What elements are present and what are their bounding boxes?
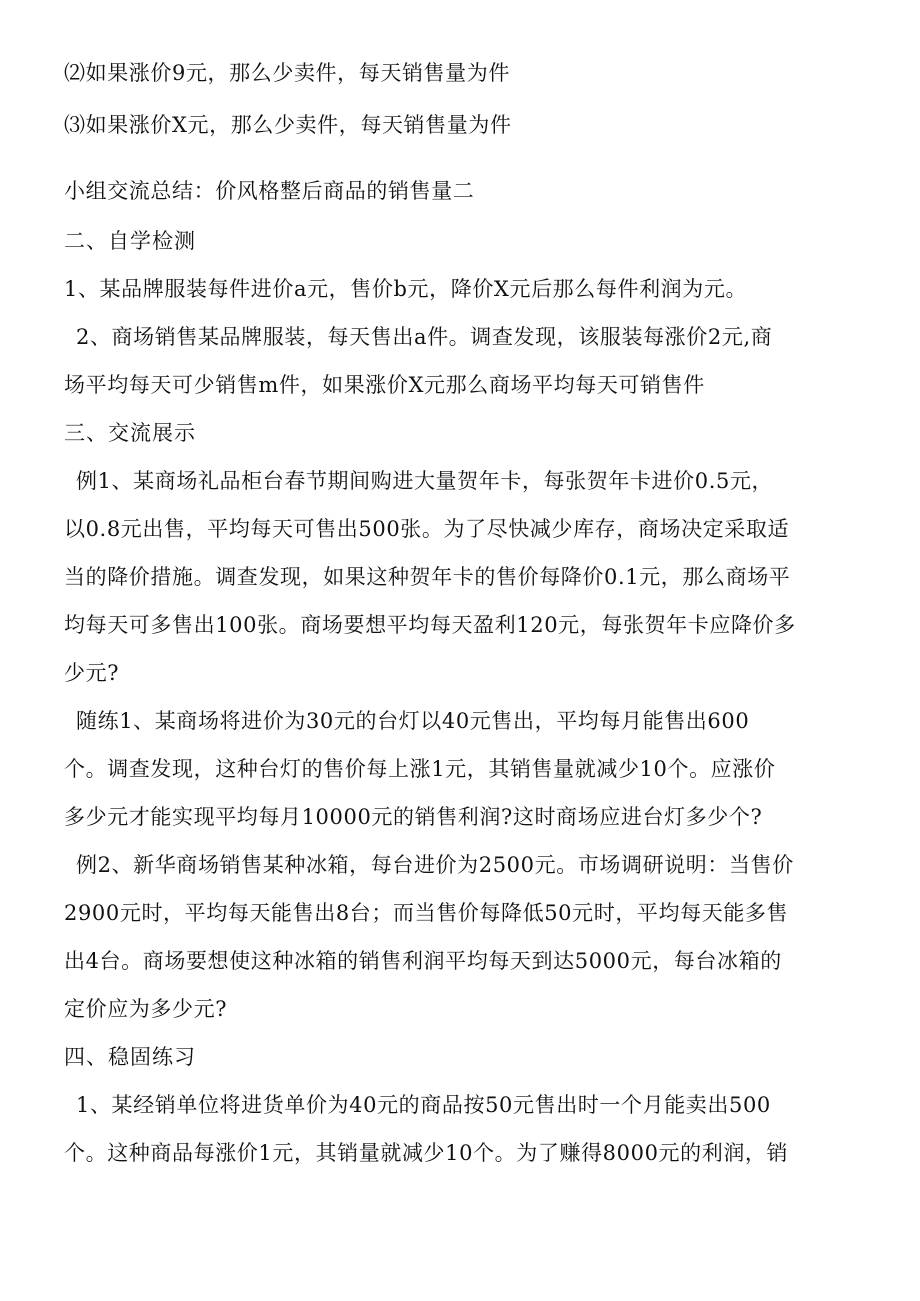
example-2-line-4: 定价应为多少元? [64,997,228,1021]
group-summary-line: 小组交流总结：价风格整后商品的销售量二 [64,179,475,203]
example-2-line-1: 例2、新华商场销售某种冰箱，每台进价为2500元。市场调研说明：当售价 [76,853,794,877]
exercise-1-line-2: 个。这种商品每涨价1元，其销量就减少10个。为了赚得8000元的利润，销 [64,1141,789,1165]
example-1-line-2: 以0.8元出售，平均每天可售出500张。为了尽快减少库存，商场决定采取适 [64,517,790,541]
section-exchange-heading: 三、交流展示 [64,421,196,445]
question-2-line: ⑵如果涨价9元，那么少卖件，每天销售量为件 [64,61,510,85]
section-self-study-heading: 二、自学检测 [64,229,196,253]
example-1-line-1: 例1、某商场礼品柜台春节期间购进大量贺年卡，每张贺年卡进价0.5元， [76,469,774,493]
exercise-1-line-1: 1、某经销单位将进货单价为40元的商品按50元售出时一个月能卖出500 [76,1093,771,1117]
example-1-line-5: 少元? [64,661,120,685]
practice-1-line-3: 多少元才能实现平均每月10000元的销售利润?这时商场应进台灯多少个? [64,805,763,829]
example-2-line-3: 出4台。商场要想使这种冰箱的销售利润平均每天到达5000元，每台冰箱的 [64,949,782,973]
self-check-item-2-line-2: 场平均每天可少销售m件，如果涨价X元那么商场平均每天可销售件 [64,373,705,397]
question-3-line: ⑶如果涨价X元，那么少卖件，每天销售量为件 [64,113,512,137]
example-1-line-3: 当的降价措施。调查发现，如果这种贺年卡的售价每降价0.1元，那么商场平 [64,565,791,589]
section-consolidation-heading: 四、稳固练习 [64,1045,196,1069]
practice-1-line-2: 个。调查发现，这种台灯的售价每上涨1元，其销售量就减少10个。应涨价 [64,757,776,781]
example-1-line-4: 均每天可多售出100张。商场要想平均每天盈利120元，每张贺年卡应降价多 [64,613,796,637]
practice-1-line-1: 随练1、某商场将进价为30元的台灯以40元售出，平均每月能售出600 [76,709,750,733]
self-check-item-1: 1、某品牌服装每件进价a元，售价b元，降价X元后那么每件利润为元。 [64,277,748,301]
self-check-item-2-line-1: 2、商场销售某品牌服装，每天售出a件。调查发现，该服装每涨价2元,商 [76,325,773,349]
example-2-line-2: 2900元时，平均每天能售出8台；而当售价每降低50元时，平均每天能多售 [64,901,789,925]
